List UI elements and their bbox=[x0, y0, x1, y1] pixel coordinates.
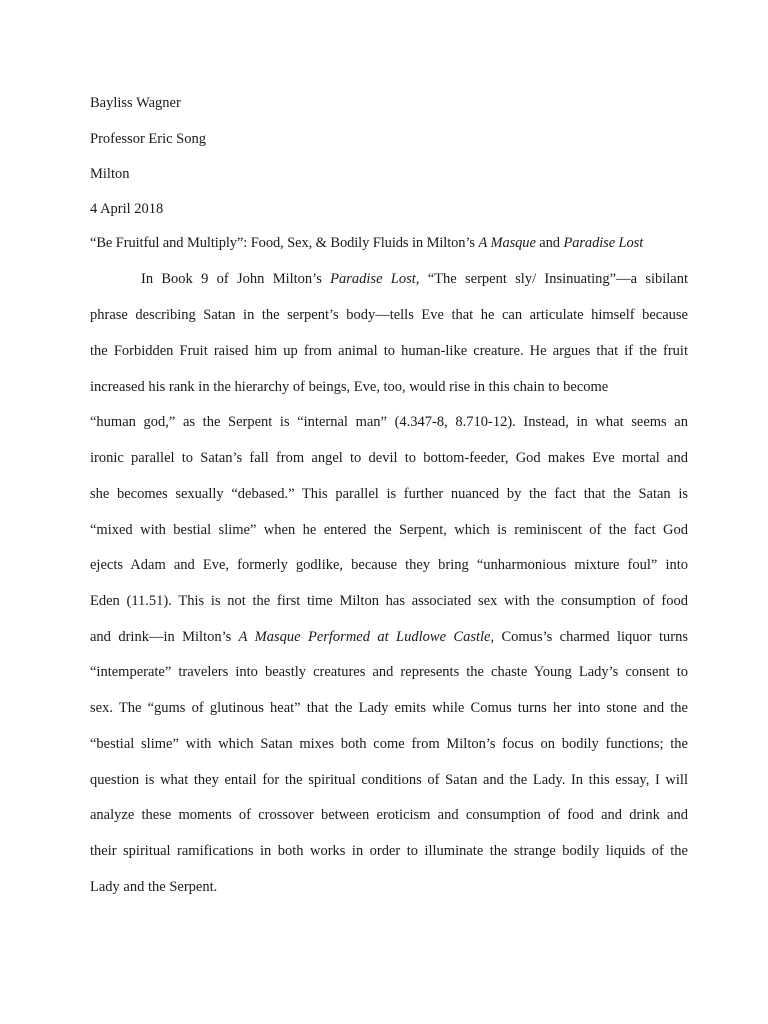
paragraph-line: their spiritual ramifications in both works in order to illuminate the strange bodily liquids of the bbox=[90, 843, 688, 859]
paragraph-line: “intemperate” travelers into beastly creatures and represents the chaste Young Lady’s consent to bbox=[90, 664, 688, 680]
paragraph-line: “mixed with bestial slime” when he entered the Serpent, which is reminiscent of the fact God bbox=[90, 522, 688, 538]
paragraph-line: ironic parallel to Satan’s fall from angel to devil to bottom-feeder, God makes Eve mortal and bbox=[90, 450, 688, 466]
title-lead: “Be Fruitful and Multiply”: Food, Sex, & Bodily Fluids in Milton’s bbox=[90, 235, 479, 251]
italic-work-title: Paradise Lost, bbox=[330, 271, 420, 287]
author-name: Bayliss Wagner bbox=[90, 95, 181, 111]
paragraph-line: question is what they entail for the spiritual conditions of Satan and the Lady. In this essay, I will bbox=[90, 772, 688, 788]
paragraph-line bbox=[90, 629, 688, 645]
line-text: Comus’s charmed liquor turns bbox=[494, 629, 688, 645]
italic-work-title: A Masque Performed at Ludlowe Castle, bbox=[238, 629, 495, 645]
paragraph-line: sex. The “gums of glutinous heat” that the Lady emits while Comus turns her into stone and the bbox=[90, 700, 688, 716]
line-text: and drink—in Milton’s bbox=[90, 629, 239, 645]
paragraph-line: “bestial slime” with which Satan mixes both come from Milton’s focus on bodily functions; the bbox=[90, 736, 688, 752]
date: 4 April 2018 bbox=[90, 201, 164, 217]
professor-name: Professor Eric Song bbox=[90, 131, 206, 147]
line-text: In Book 9 of John Milton’s bbox=[141, 271, 331, 287]
paragraph-line: “human god,” as the Serpent is “internal man” (4.347-8, 8.710-12). Instead, in what seems an bbox=[90, 414, 688, 430]
title-work-masque: A Masque bbox=[478, 235, 536, 251]
paragraph-line: she becomes sexually “debased.” This parallel is further nuanced by the fact that the Satan is bbox=[90, 486, 688, 502]
course-name: Milton bbox=[90, 166, 130, 182]
essay-title bbox=[90, 235, 643, 251]
paragraph-line bbox=[141, 271, 688, 287]
paragraph-line: ejects Adam and Eve, formerly godlike, because they bring “unharmonious mixture foul” into bbox=[90, 557, 688, 573]
paragraph-line: increased his rank in the hierarchy of beings, Eve, too, would rise in this chain to become bbox=[90, 379, 609, 395]
title-work-paradise-lost: Paradise Lost bbox=[563, 235, 644, 251]
paragraph-line: Lady and the Serpent. bbox=[90, 879, 218, 895]
paragraph-line: Eden (11.51). This is not the first time Milton has associated sex with the consumption of food bbox=[90, 593, 688, 609]
line-text: “The serpent sly/ Insinuating”—a sibilant bbox=[419, 271, 689, 287]
paragraph-line: the Forbidden Fruit raised him up from animal to human-like creature. He argues that if the fruit bbox=[90, 343, 688, 359]
title-joiner: and bbox=[535, 235, 564, 251]
paragraph-line: analyze these moments of crossover between eroticism and consumption of food and drink and bbox=[90, 807, 688, 823]
paragraph-line: phrase describing Satan in the serpent’s body—tells Eve that he can articulate himself because bbox=[90, 307, 688, 323]
